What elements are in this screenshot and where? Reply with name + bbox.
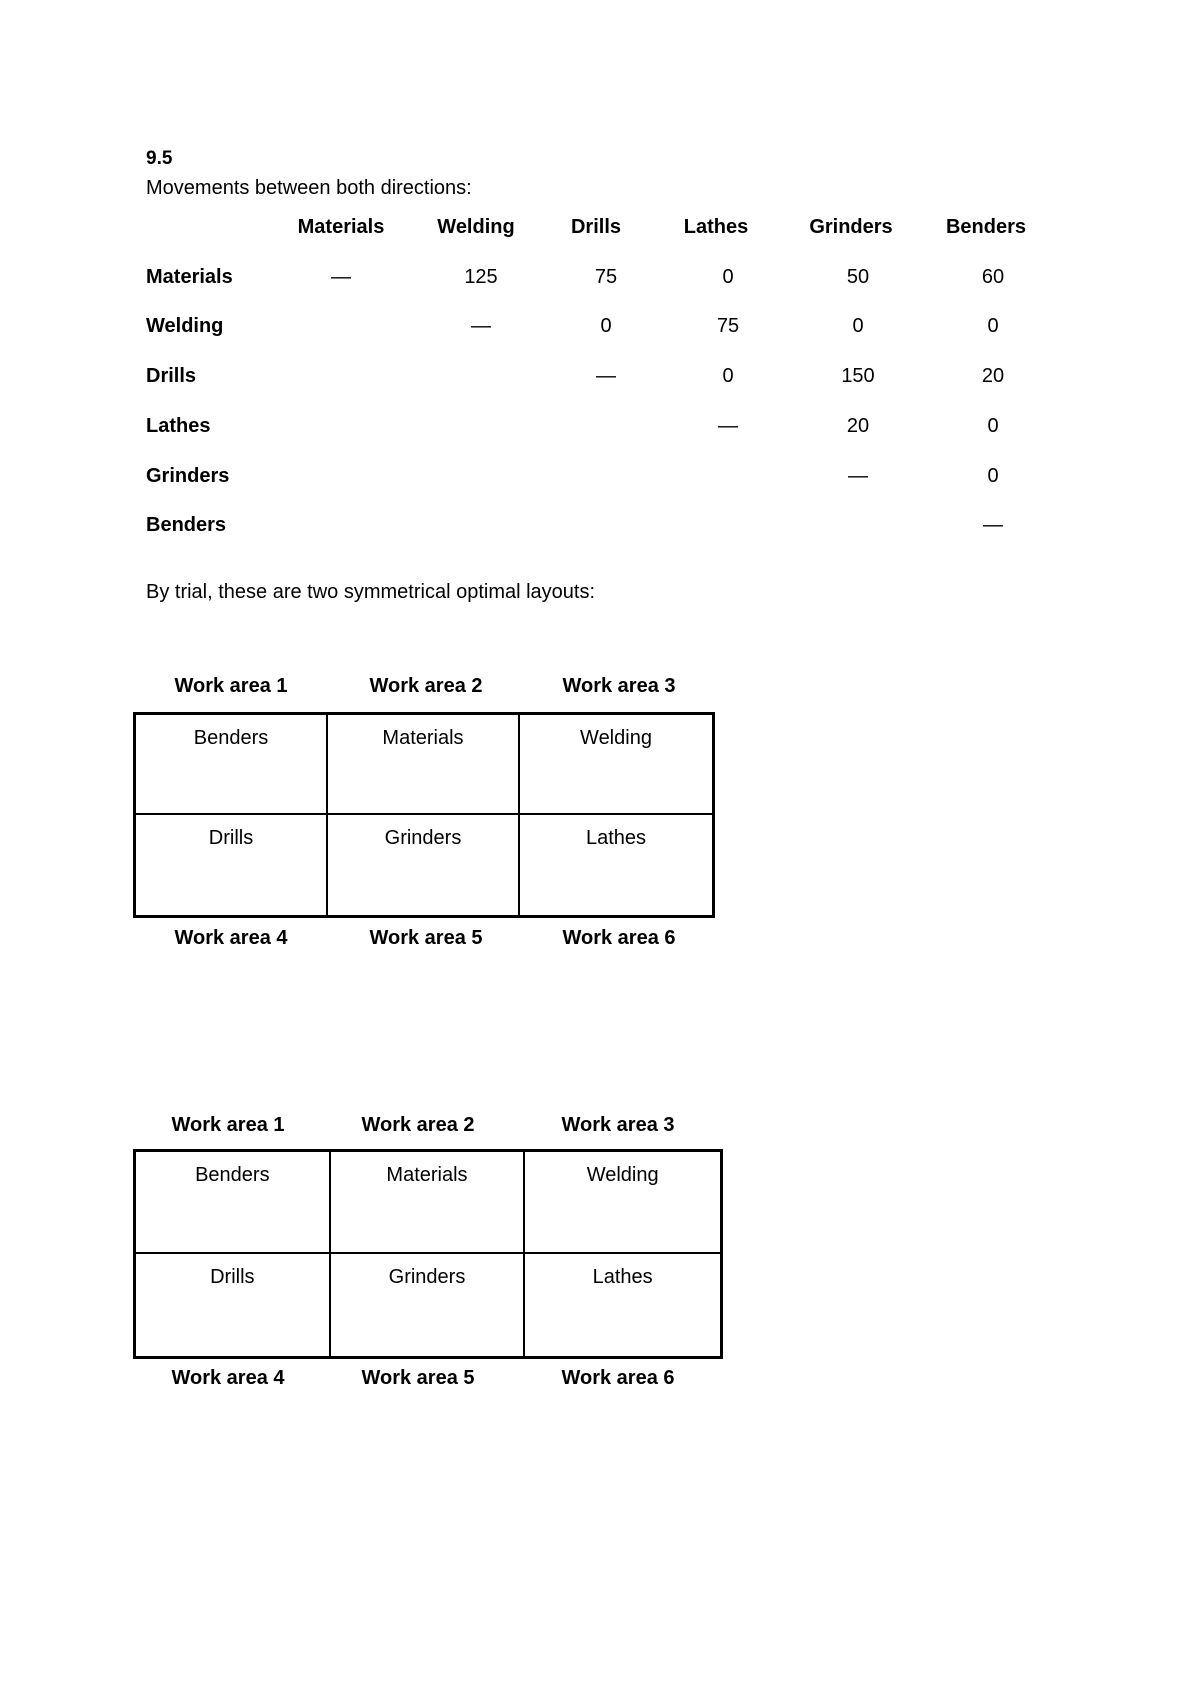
matrix-row <box>146 510 1046 540</box>
grid-cell-department: Benders <box>136 1152 331 1254</box>
grid-cell-department: Welding <box>525 1152 720 1254</box>
matrix-col-header: Materials <box>297 216 385 238</box>
matrix-cell: 0 <box>722 266 734 288</box>
intro-text: Movements between both directions: <box>146 177 472 199</box>
matrix-col-header: Lathes <box>683 216 749 238</box>
grid-cell-department: Grinders <box>328 815 520 915</box>
work-area-label: Work area 2 <box>369 675 483 697</box>
work-area-label: Work area 6 <box>561 1367 675 1389</box>
matrix-cell: — <box>596 365 616 387</box>
matrix-row <box>146 361 1046 391</box>
work-area-label: Work area 5 <box>369 927 483 949</box>
work-area-label: Work area 3 <box>562 675 676 697</box>
work-area-label: Work area 4 <box>171 1367 285 1389</box>
layout-diagram-1 <box>133 672 715 972</box>
matrix-cell: 50 <box>846 266 870 288</box>
work-area-top-labels <box>133 1111 723 1139</box>
matrix-cell <box>658 461 798 491</box>
movement-matrix <box>146 212 1046 542</box>
grid-cell-department: Drills <box>136 815 328 915</box>
matrix-cell <box>788 510 928 540</box>
matrix-row-label: Drills <box>146 365 197 387</box>
matrix-cell: 0 <box>852 315 864 337</box>
matrix-row <box>146 311 1046 341</box>
grid-cell-department: Materials <box>331 1152 526 1254</box>
matrix-row <box>146 411 1046 441</box>
matrix-cell <box>271 461 411 491</box>
matrix-cell <box>536 411 676 441</box>
matrix-cell: 0 <box>987 465 999 487</box>
work-area-label: Work area 4 <box>174 927 288 949</box>
matrix-cell: 20 <box>981 365 1005 387</box>
matrix-row-label: Materials <box>146 266 233 288</box>
matrix-cell: 0 <box>987 415 999 437</box>
matrix-cell: 20 <box>846 415 870 437</box>
layout-grid <box>133 712 715 918</box>
work-area-label: Work area 1 <box>171 1114 285 1136</box>
matrix-cell: 0 <box>987 315 999 337</box>
matrix-cell: 0 <box>722 365 734 387</box>
closing-text: By trial, these are two symmetrical optimal layouts: <box>146 581 596 603</box>
matrix-row-label: Lathes <box>146 415 211 437</box>
matrix-row-label: Benders <box>146 514 227 536</box>
work-area-bottom-labels <box>133 1364 723 1392</box>
matrix-row <box>146 461 1046 491</box>
matrix-cell <box>536 510 676 540</box>
section-heading: 9.5 <box>146 148 173 169</box>
matrix-row-label: Grinders <box>146 465 230 487</box>
matrix-cell <box>271 311 411 341</box>
matrix-col-header: Grinders <box>809 216 893 238</box>
matrix-cell: 75 <box>594 266 618 288</box>
matrix-cell <box>271 510 411 540</box>
matrix-cell <box>411 461 551 491</box>
matrix-row-label: Welding <box>146 315 224 337</box>
layout-grid <box>133 1149 723 1359</box>
layout-diagram-2 <box>133 1111 723 1411</box>
matrix-col-header: Drills <box>570 216 622 238</box>
matrix-cell: 150 <box>841 365 875 387</box>
matrix-cell: — <box>848 465 868 487</box>
work-area-label: Work area 2 <box>361 1114 475 1136</box>
grid-cell-department: Lathes <box>592 1266 653 1288</box>
matrix-cell <box>271 411 411 441</box>
matrix-cell: 75 <box>716 315 740 337</box>
work-area-label: Work area 3 <box>561 1114 675 1136</box>
work-area-bottom-labels <box>133 924 715 952</box>
work-area-label: Work area 5 <box>361 1367 475 1389</box>
matrix-col-header: Benders <box>945 216 1027 238</box>
matrix-cell <box>411 361 551 391</box>
grid-cell-department: Drills <box>136 1254 331 1356</box>
matrix-cell <box>536 461 676 491</box>
matrix-cell <box>411 510 551 540</box>
matrix-cell <box>658 510 798 540</box>
grid-cell-department: Grinders <box>331 1254 526 1356</box>
work-area-label: Work area 1 <box>174 675 288 697</box>
work-area-top-labels <box>133 672 715 700</box>
matrix-cell: 0 <box>600 315 612 337</box>
matrix-cell: — <box>331 266 351 288</box>
matrix-col-header: Welding <box>437 216 515 238</box>
grid-cell-department: Materials <box>328 715 520 815</box>
matrix-cell: 60 <box>981 266 1005 288</box>
matrix-cell: 125 <box>464 266 498 288</box>
matrix-cell: — <box>471 315 491 337</box>
matrix-cell <box>411 411 551 441</box>
grid-cell-department: Benders <box>136 715 328 815</box>
grid-cell-department: Welding <box>520 715 712 815</box>
work-area-label: Work area 6 <box>562 927 676 949</box>
grid-cell-department: Lathes <box>585 827 647 849</box>
matrix-cell: — <box>983 514 1003 536</box>
matrix-cell <box>271 361 411 391</box>
matrix-cell: — <box>718 415 738 437</box>
matrix-header-row <box>146 212 1046 242</box>
matrix-row <box>146 262 1046 292</box>
